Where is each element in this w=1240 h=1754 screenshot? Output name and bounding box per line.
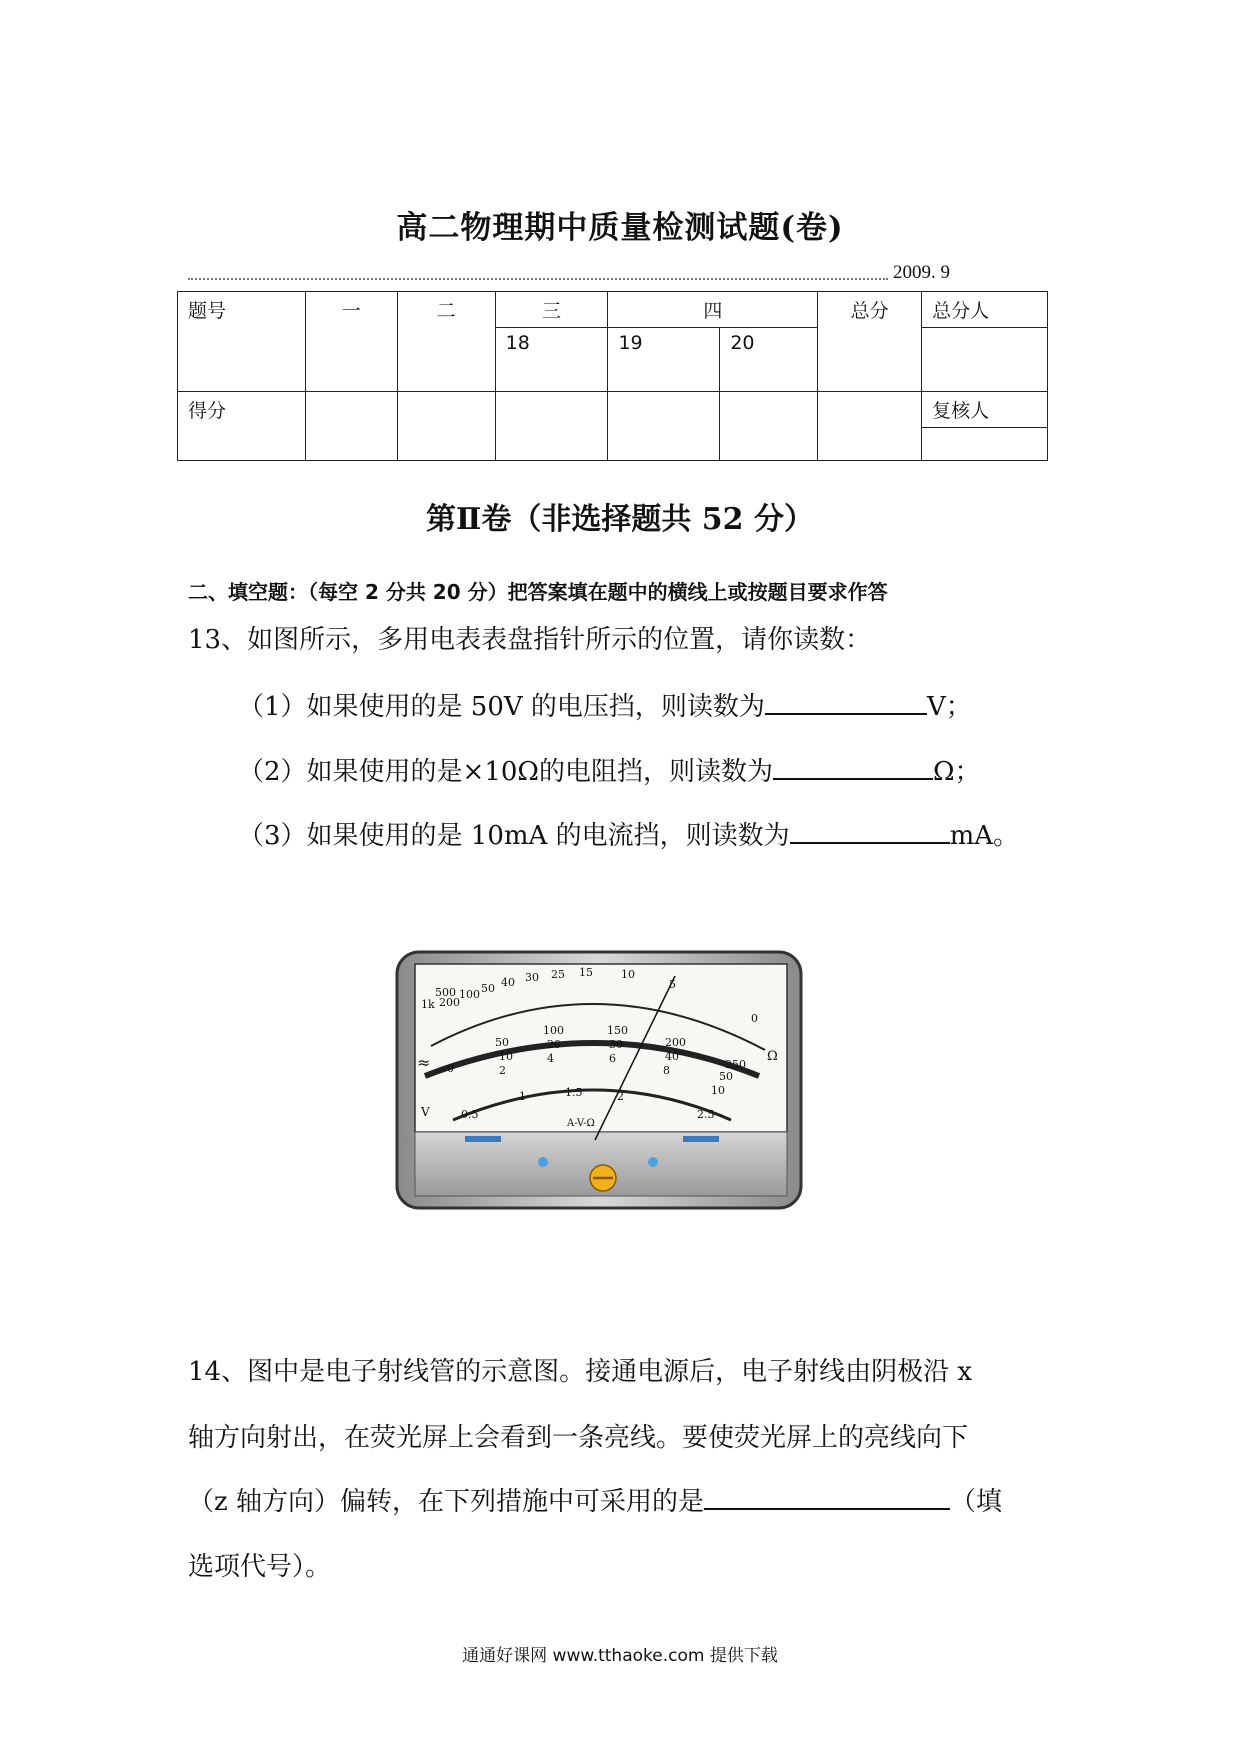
ohm-label-200: 200	[439, 996, 460, 1009]
answer-blank-3[interactable]	[790, 818, 950, 844]
left-slot	[465, 1136, 501, 1142]
score-total	[818, 392, 922, 461]
q13-part1-unit: V；	[926, 692, 972, 722]
cell-section-3: 三	[495, 292, 608, 328]
low-1: 1	[519, 1090, 526, 1103]
mid-top-150: 150	[607, 1024, 628, 1037]
q14-line4: 选项代号）。	[188, 1552, 332, 1582]
ohm-label-10: 10	[621, 968, 635, 981]
cell-total-grader: 总分人	[922, 292, 1048, 328]
multimeter-figure	[395, 950, 805, 1212]
cell-reviewer: 复核人	[922, 392, 1048, 428]
cell-section-1: 一	[305, 292, 397, 392]
low-2.5: 2.5	[697, 1108, 715, 1121]
ohm-label-0: 0	[751, 1012, 758, 1025]
low-2: 2	[617, 1090, 624, 1103]
ohm-label-50: 50	[481, 982, 495, 995]
answer-blank-q14[interactable]	[704, 1484, 950, 1510]
q13-part3-unit: mA。	[949, 821, 1020, 851]
fill-heading: 二、填空题：（每空 2 分共 20 分）把答案填在题中的横线上或按题目要求作答	[188, 580, 888, 604]
ohm-label-100: 100	[459, 988, 480, 1001]
cell-q19: 19	[608, 328, 720, 392]
q14-line3-end: （填	[949, 1487, 1002, 1517]
cell-defen: 得分	[178, 392, 306, 461]
q13-stem: 13、如图所示，多用电表表盘指针所示的位置，请你读数：	[188, 625, 872, 655]
page-title: 高二物理期中质量检测试题(卷)	[396, 210, 844, 246]
exam-date: 2009. 9	[893, 262, 950, 283]
mid-bot-40: 40	[665, 1050, 679, 1063]
mid-top-100: 100	[543, 1024, 564, 1037]
cell-q20: 20	[720, 328, 818, 392]
inner-8: 8	[663, 1064, 670, 1077]
cell-q18: 18	[495, 328, 608, 392]
answer-blank-1[interactable]	[765, 689, 927, 715]
low-1.5: 1.5	[565, 1086, 583, 1099]
mid-top-200: 200	[665, 1036, 686, 1049]
mid-bot-30: 30	[609, 1038, 623, 1051]
ohm-label-500: 500	[435, 986, 456, 999]
cell-section-4: 四	[608, 292, 818, 328]
score-table	[177, 291, 1048, 461]
symbol-avo: A-V-Ω	[567, 1118, 595, 1129]
right-slot	[683, 1136, 719, 1142]
symbol-ohm: Ω	[767, 1049, 778, 1064]
mid-bot-20: 20	[547, 1038, 561, 1051]
ohm-label-5: 5	[669, 978, 676, 991]
score-2	[397, 392, 495, 461]
ohm-label-40: 40	[501, 976, 515, 989]
symbol-ac: ≈	[417, 1053, 431, 1072]
mid-top-250: 250	[725, 1058, 746, 1071]
score-18	[495, 392, 608, 461]
q13-part1	[238, 686, 972, 723]
q13-part3	[238, 815, 1019, 852]
q13-part2-unit: Ω；	[932, 757, 981, 787]
q13-part1-text: （1）如果使用的是 50V 的电压挡，则读数为	[238, 692, 765, 722]
footer-text: 通通好课网 www.tthaoke.com 提供下载	[462, 1646, 778, 1666]
mid-bot-50: 50	[719, 1070, 733, 1083]
ohm-label-1k: 1k	[421, 998, 435, 1011]
left-indicator	[538, 1157, 548, 1167]
mid-top-50: 50	[495, 1036, 509, 1049]
q14-line2: 轴方向射出，在荧光屏上会看到一条亮线。要使荧光屏上的亮线向下	[188, 1423, 969, 1453]
cell-total-grader-blank	[922, 328, 1048, 392]
inner-0: 0	[447, 1062, 454, 1075]
ohm-label-15: 15	[579, 966, 593, 979]
score-1	[305, 392, 397, 461]
inner-4: 4	[547, 1052, 554, 1065]
ohm-label-30: 30	[525, 971, 539, 984]
q14-line3-text: （z 轴方向）偏转，在下列措施中可采用的是	[188, 1487, 704, 1517]
section-title: 第Ⅱ卷（非选择题共 52 分）	[426, 502, 814, 537]
score-19	[608, 392, 720, 461]
q13-part2	[238, 751, 981, 788]
cell-section-2: 二	[397, 292, 495, 392]
q14-line3	[188, 1481, 1002, 1518]
cell-tihao: 题号	[178, 292, 306, 392]
q13-part2-text: （2）如果使用的是×10Ω的电阻挡，则读数为	[238, 757, 773, 787]
inner-10: 10	[711, 1084, 725, 1097]
ohm-label-25: 25	[551, 968, 565, 981]
dotted-separator	[188, 278, 888, 280]
cell-reviewer-blank	[922, 428, 1048, 461]
symbol-v: V	[421, 1105, 430, 1119]
q14-line1: 14、图中是电子射线管的示意图。接通电源后，电子射线由阴极沿 x	[188, 1357, 973, 1387]
low-0.5: 0.5	[461, 1108, 479, 1121]
answer-blank-2[interactable]	[773, 754, 933, 780]
inner-6: 6	[609, 1052, 616, 1065]
score-20	[720, 392, 818, 461]
inner-2: 2	[499, 1064, 506, 1077]
q13-part3-text: （3）如果使用的是 10mA 的电流挡，则读数为	[238, 821, 790, 851]
right-indicator	[648, 1157, 658, 1167]
mid-bot-10: 10	[499, 1050, 513, 1063]
cell-total: 总分	[818, 292, 922, 392]
